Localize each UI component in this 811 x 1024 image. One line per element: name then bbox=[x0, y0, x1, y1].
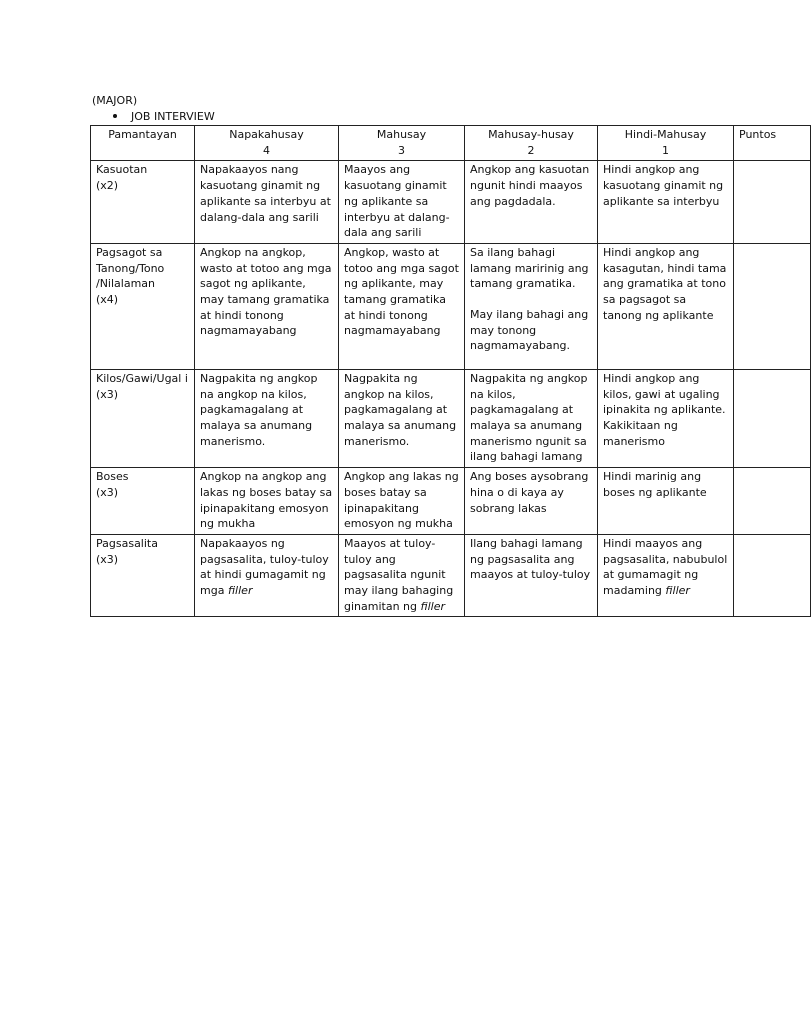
descriptor-text: Ang boses aysobrang hina o di kaya ay sobrang lakas bbox=[470, 470, 589, 515]
header-label: Napakahusay bbox=[229, 128, 304, 141]
criterion-cell bbox=[91, 534, 195, 617]
bullet-item bbox=[113, 110, 215, 123]
header-row bbox=[91, 126, 811, 161]
criterion-name: Kilos/Gawi/Ugal i bbox=[96, 371, 188, 385]
descriptor-text: Maayos at tuloy-tuloy ang pagsasalita ngunit may ilang bahaging ginamitan ng bbox=[344, 536, 454, 613]
header-mahusay bbox=[339, 126, 465, 161]
descriptor-text: Sa ilang bahagi lamang maririnig ang tamang gramatika. bbox=[470, 245, 589, 291]
descriptor-cell bbox=[339, 369, 465, 467]
criterion-cell bbox=[91, 243, 195, 369]
descriptor-cell bbox=[195, 534, 339, 617]
points-cell bbox=[734, 468, 811, 535]
descriptor-text: Napakaayos ng pagsasalita, tuloy-tuloy at hindi gumagamit ng mga bbox=[200, 536, 329, 598]
criterion-weight: (x3) bbox=[96, 485, 119, 499]
criterion-weight: (x2) bbox=[96, 179, 119, 193]
header-criteria bbox=[91, 126, 195, 161]
italic-term: filler bbox=[227, 584, 253, 598]
table-row bbox=[91, 534, 811, 617]
criterion-name: Pagsasalita bbox=[96, 536, 158, 550]
descriptor-cell bbox=[598, 369, 734, 467]
descriptor-text: Hindi angkop ang kasagutan, hindi tama ang gramatika at tono sa pagsagot sa tanong ng aplikante bbox=[603, 245, 727, 322]
criterion-weight: (x3) bbox=[96, 552, 119, 566]
italic-term: filler bbox=[665, 584, 690, 598]
header-label: Mahusay bbox=[376, 128, 427, 141]
criterion-weight: (x4) bbox=[96, 293, 119, 307]
descriptor-cell bbox=[465, 161, 598, 244]
descriptor-text: Ilang bahagi lamang ng pagsasalita ang maayos at tuloy-tuloy bbox=[470, 536, 591, 582]
descriptor-cell bbox=[598, 161, 734, 244]
table-row bbox=[91, 243, 811, 369]
header-label: Hindi-Mahusay bbox=[624, 128, 707, 141]
descriptor-text: Angkop na angkop, wasto at totoo ang mga sagot ng aplikante, may tamang gramatika at hindi tonong nagmamayabang bbox=[200, 245, 332, 338]
header-label: Pamantayan bbox=[108, 128, 177, 141]
descriptor-cell bbox=[339, 534, 465, 617]
descriptor-text: Angkop ang lakas ng boses batay sa ipinapakitang emosyon ng mukha bbox=[344, 470, 459, 531]
criterion-name: Kasuotan bbox=[96, 163, 148, 177]
table-row bbox=[91, 161, 811, 244]
descriptor-text: Angkop ang kasuotan ngunit hindi maayos ang pagdadala. bbox=[470, 163, 590, 208]
header-puntos bbox=[734, 126, 811, 161]
descriptor-text: Hindi angkop ang kasuotang ginamit ng aplikante sa interbyu bbox=[603, 163, 724, 208]
descriptor-cell bbox=[195, 468, 339, 535]
table-row bbox=[91, 468, 811, 535]
descriptor-cell bbox=[465, 468, 598, 535]
descriptor-cell bbox=[339, 243, 465, 369]
criterion-cell bbox=[91, 161, 195, 244]
descriptor-cell bbox=[465, 534, 598, 617]
points-cell bbox=[734, 243, 811, 369]
descriptor-cell bbox=[339, 468, 465, 535]
descriptor-cell bbox=[598, 468, 734, 535]
descriptor-text: Angkop na angkop ang lakas ng boses batay sa ipinapakitang emosyon ng mukha bbox=[200, 470, 333, 531]
section-heading: (MAJOR) bbox=[92, 94, 138, 107]
header-label: Mahusay-husay bbox=[488, 128, 574, 141]
rubric-table bbox=[90, 125, 811, 617]
bullet-dot-icon bbox=[113, 114, 117, 118]
descriptor-text: Nagpakita ng angkop na kilos, pagkamagalang at malaya sa anumang manerismo. bbox=[344, 371, 457, 448]
descriptor-text: Hindi angkop ang kilos, gawi at ugaling ipinakita ng aplikante. Kakikitaan ng manerismo bbox=[603, 371, 726, 448]
descriptor-text: Angkop, wasto at totoo ang mga sagot ng aplikante, may tamang gramatika at hindi tonong nagmamayabang bbox=[344, 245, 459, 338]
descriptor-text-extra: May ilang bahagi ang may tonong nagmamayabang. bbox=[470, 308, 589, 353]
descriptor-cell bbox=[598, 243, 734, 369]
descriptor-cell bbox=[598, 534, 734, 617]
criterion-name: Pagsagot sa Tanong/Tono /Nilalaman bbox=[96, 245, 165, 291]
descriptor-cell bbox=[195, 161, 339, 244]
header-score: 2 bbox=[527, 143, 535, 157]
points-cell bbox=[734, 369, 811, 467]
criterion-cell bbox=[91, 468, 195, 535]
header-score: 3 bbox=[398, 143, 405, 157]
descriptor-text: Hindi marinig ang boses ng aplikante bbox=[603, 470, 707, 499]
descriptor-text: Napakaayos nang kasuotang ginamit ng aplikante sa interbyu at dalang-dala ang sarili bbox=[200, 163, 331, 224]
criterion-cell bbox=[91, 369, 195, 467]
descriptor-cell bbox=[465, 369, 598, 467]
descriptor-cell bbox=[465, 243, 598, 369]
bullet-text: JOB INTERVIEW bbox=[131, 110, 215, 123]
descriptor-text: Nagpakita ng angkop na kilos, pagkamagalang at malaya sa anumang manerismo ngunit sa ilang bahagi lamang bbox=[470, 371, 588, 464]
descriptor-cell bbox=[339, 161, 465, 244]
descriptor-cell bbox=[195, 369, 339, 467]
table-row bbox=[91, 369, 811, 467]
descriptor-text: Maayos ang kasuotang ginamit ng aplikante sa interbyu at dalang-dala ang sarili bbox=[344, 163, 450, 240]
italic-term: filler bbox=[420, 599, 446, 613]
header-score: 4 bbox=[263, 143, 270, 157]
criterion-weight: (x3) bbox=[96, 387, 119, 401]
header-label: Puntos bbox=[739, 128, 777, 141]
header-mahusay-husay bbox=[465, 126, 598, 161]
points-cell bbox=[734, 161, 811, 244]
points-cell bbox=[734, 534, 811, 617]
descriptor-text: Hindi maayos ang pagsasalita, nabubulol at gumamagit ng madaming bbox=[603, 536, 728, 598]
descriptor-cell bbox=[195, 243, 339, 369]
header-score: 1 bbox=[662, 143, 669, 157]
header-napakahusay bbox=[195, 126, 339, 161]
criterion-name: Boses bbox=[96, 470, 129, 484]
descriptor-text: Nagpakita ng angkop na angkop na kilos, pagkamagalang at malaya sa anumang manerismo. bbox=[200, 371, 318, 448]
header-hindi-mahusay bbox=[598, 126, 734, 161]
